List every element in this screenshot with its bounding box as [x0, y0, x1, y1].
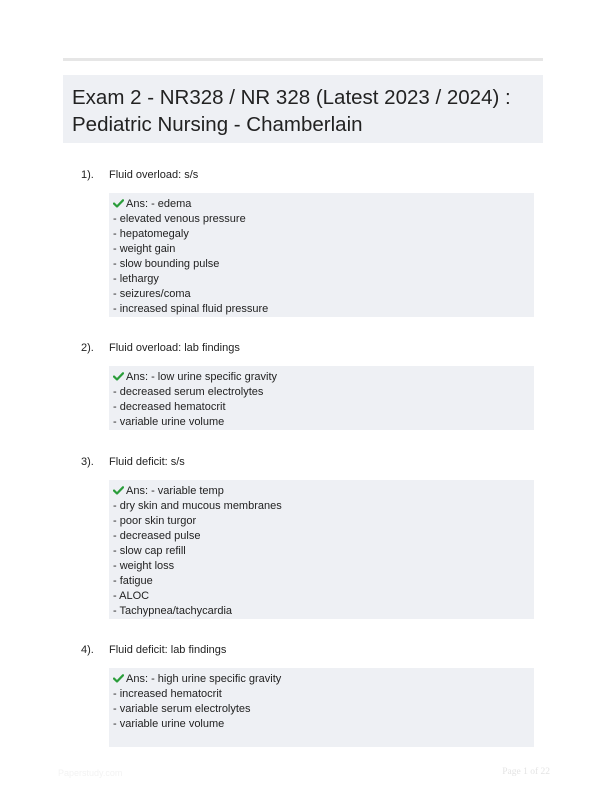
check-icon — [113, 372, 124, 381]
answer-line: - decreased hematocrit — [113, 401, 226, 413]
answer-line: - seizures/coma — [113, 288, 191, 300]
answer-box-4 — [109, 668, 534, 747]
answer-box-3 — [109, 480, 534, 619]
answer-text: Ans: - edema — [126, 198, 192, 210]
answer-line: - increased hematocrit — [113, 688, 222, 700]
question-text: Fluid overload: s/s — [109, 169, 199, 181]
question-number: 3). — [81, 456, 94, 468]
answer-box-2 — [109, 366, 534, 430]
answer-line — [113, 370, 534, 385]
question-text: Fluid overload: lab findings — [109, 342, 240, 354]
answer-line: - weight gain — [113, 243, 176, 255]
answer-line: - fatigue — [113, 575, 153, 587]
answer-line: - elevated venous pressure — [113, 213, 246, 225]
answer-line — [113, 197, 534, 212]
answer-line: - dry skin and mucous membranes — [113, 500, 282, 512]
question-number: 2). — [81, 342, 94, 354]
answer-text: Ans: - high urine specific gravity — [126, 673, 282, 685]
answer-line — [113, 484, 534, 499]
answer-line: - decreased pulse — [113, 530, 201, 542]
answer-line: - ALOC — [113, 590, 150, 602]
question-number: 4). — [81, 644, 94, 656]
question-text: Fluid deficit: lab findings — [109, 644, 227, 656]
answer-text: Ans: - low urine specific gravity — [126, 371, 277, 383]
answer-line: - variable serum electrolytes — [113, 703, 251, 715]
check-icon — [113, 674, 124, 683]
check-icon — [113, 486, 124, 495]
answer-line: - slow cap refill — [113, 545, 186, 557]
answer-line: - poor skin turgor — [113, 515, 197, 527]
document-title-box — [63, 75, 543, 143]
answer-line: - decreased serum electrolytes — [113, 386, 264, 398]
document-title-line-1: Exam 2 - NR328 / NR 328 (Latest 2023 / 2024) : — [72, 86, 511, 109]
answer-line: - weight loss — [113, 560, 175, 572]
answer-line: - slow bounding pulse — [113, 258, 220, 270]
answer-line: - variable urine volume — [113, 416, 225, 428]
answer-line: - Tachypnea/tachycardia — [113, 605, 233, 617]
answer-text: Ans: - variable temp — [126, 485, 224, 497]
top-divider — [63, 58, 543, 61]
answer-line: - hepatomegaly — [113, 228, 189, 240]
answer-box-1 — [109, 193, 534, 317]
answer-line: - variable urine volume — [113, 718, 225, 730]
check-icon — [113, 199, 124, 208]
question-number: 1). — [81, 169, 94, 181]
answer-line: - lethargy — [113, 273, 159, 285]
footer-site-watermark: Paperstudy.com — [58, 768, 123, 778]
document-title-line-2: Pediatric Nursing - Chamberlain — [72, 113, 363, 136]
answer-line — [113, 672, 534, 687]
answer-line: - increased spinal fluid pressure — [113, 303, 269, 315]
footer-page-number: Page 1 of 22 — [502, 767, 550, 777]
question-text: Fluid deficit: s/s — [109, 456, 185, 468]
